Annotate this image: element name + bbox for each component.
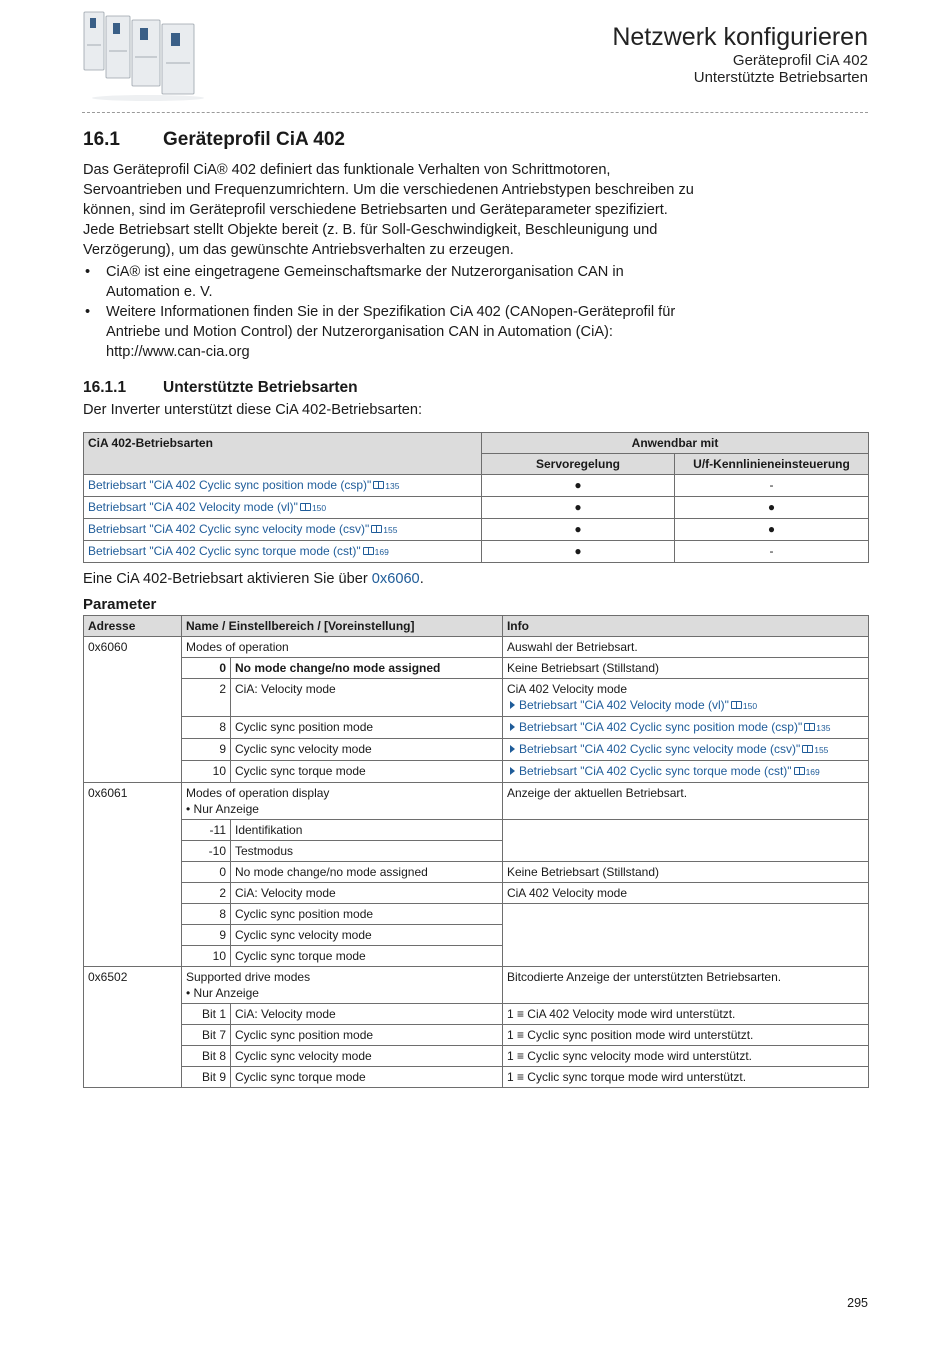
param-info: Anzeige der aktuellen Betriebsart. (502, 783, 868, 820)
subsection-number: 16.1.1 (83, 379, 127, 396)
value-cell: 8 (182, 904, 231, 925)
value-cell: 9 (182, 739, 231, 761)
subsection-title: Unterstützte Betriebsarten (163, 379, 358, 396)
value-cell: Bit 9 (182, 1067, 231, 1088)
value-info: Keine Betriebsart (Stillstand) (502, 862, 868, 883)
mode-link-csv[interactable]: Betriebsart "CiA 402 Cyclic sync velocity mode (csv)" 155 (88, 522, 398, 536)
col-applicable-header: Anwendbar mit (482, 433, 869, 454)
arrow-right-icon (510, 745, 515, 753)
value-info: CiA 402 Velocity mode Betriebsart "CiA 402 Velocity mode (vl)" 150 (502, 679, 868, 717)
vf-cell: - (675, 541, 869, 563)
mode-cell (84, 497, 482, 519)
table-row (84, 1025, 869, 1046)
section-body: Das Geräteprofil CiA® 402 definiert das funktionale Verhalten von Schrittmotoren, Servoantrieben und Frequenzumrichtern. Um die verschiedenen Antriebstypen beschreiben zu können, sind im Geräteprofil verschiedene Betriebsarten und Geräteparameter spezifiziert. Jede Betriebsart stellt Objekte bereit (z. B. für Soll-Geschwindigkeit, Beschleunigung und Verzögerung), um das gewünschte Antriebsverhalten zu erzeugen. (83, 162, 694, 258)
table-row (84, 761, 869, 783)
value-name: Identifikation (231, 820, 503, 841)
value-info (502, 820, 868, 862)
parameter-table (83, 615, 869, 1088)
value-info (502, 761, 868, 783)
header-title: Netzwerk konfigurieren (612, 23, 868, 51)
table-row (84, 1004, 869, 1025)
value-cell: 10 (182, 946, 231, 967)
col-servo-header: Servoregelung (482, 454, 675, 475)
book-icon (300, 503, 311, 511)
value-info: 1 ≡ Cyclic sync velocity mode wird unterstützt. (502, 1046, 868, 1067)
value-name: Cyclic sync torque mode (231, 761, 503, 783)
book-icon (802, 745, 813, 753)
value-cell: 9 (182, 925, 231, 946)
book-icon (371, 525, 382, 533)
table-row (84, 497, 869, 519)
table-row (84, 519, 869, 541)
page-number: 295 (847, 1296, 868, 1310)
mode-link-vl[interactable]: Betriebsart "CiA 402 Velocity mode (vl)" 150 (518, 698, 758, 712)
mode-link-csp[interactable]: Betriebsart "CiA 402 Cyclic sync position mode (csp)" 135 (88, 478, 400, 492)
value-name: CiA: Velocity mode (231, 679, 503, 717)
mode-cell (84, 519, 482, 541)
value-cell: -10 (182, 841, 231, 862)
product-image (82, 4, 214, 102)
table-row (84, 967, 869, 1004)
vf-cell: ● (675, 497, 869, 519)
servo-cell: ● (482, 475, 675, 497)
header-subtitle-1: Geräteprofil CiA 402 (732, 52, 868, 69)
value-name: Cyclic sync velocity mode (231, 925, 503, 946)
mode-cell (84, 475, 482, 497)
mode-link-cst[interactable]: Betriebsart "CiA 402 Cyclic sync torque mode (cst)" 169 (518, 764, 820, 778)
table-row (84, 637, 869, 658)
value-name: Cyclic sync position mode (231, 717, 503, 739)
subsection-heading (83, 378, 869, 398)
table-row (84, 541, 869, 563)
vf-cell: - (675, 475, 869, 497)
table-row (84, 739, 869, 761)
param-name: Modes of operation (182, 637, 503, 658)
address-cell: 0x6060 (84, 637, 182, 783)
mode-cell (84, 541, 482, 563)
value-info: 1 ≡ Cyclic sync torque mode wird unterstützt. (502, 1067, 868, 1088)
section-title: Geräteprofil CiA 402 (163, 129, 345, 150)
param-name: Modes of operation display • Nur Anzeige (182, 783, 503, 820)
value-name: No mode change/no mode assigned (231, 862, 503, 883)
table-row (84, 679, 869, 717)
param-info: Bitcodierte Anzeige der unterstützten Betriebsarten. (502, 967, 868, 1004)
subsection-intro: Der Inverter unterstützt diese CiA 402-Betriebsarten: (83, 402, 423, 418)
book-icon (804, 723, 815, 731)
value-info (502, 904, 868, 967)
param-name: Supported drive modes • Nur Anzeige (182, 967, 503, 1004)
page-header (612, 22, 868, 86)
servo-cell: ● (482, 497, 675, 519)
table-row (84, 1067, 869, 1088)
value-cell: 0 (182, 658, 231, 679)
arrow-right-icon (510, 701, 515, 709)
value-info: 1 ≡ CiA 402 Velocity mode wird unterstützt. (502, 1004, 868, 1025)
modes-table (83, 432, 869, 563)
value-name: Cyclic sync torque mode (231, 1067, 503, 1088)
bullet-item: • CiA® ist eine eingetragene Gemeinschaftsmarke der Nutzerorganisation CAN in Automation e. V. (83, 262, 695, 302)
col-info-header: Info (502, 616, 868, 637)
value-name: Cyclic sync position mode (231, 1025, 503, 1046)
value-cell: Bit 1 (182, 1004, 231, 1025)
col-address-header: Adresse (84, 616, 182, 637)
value-cell: 2 (182, 679, 231, 717)
parameter-heading: Parameter (83, 596, 157, 613)
table-row (84, 904, 869, 925)
table-row (84, 1046, 869, 1067)
bullet-item: • Weitere Informationen finden Sie in der Spezifikation CiA 402 (CANopen-Geräteprofil für Antriebe und Motion Control) der Nutzerorganisation CAN in Automation (CiA): http://www.can-cia.org (83, 302, 695, 362)
value-cell: -11 (182, 820, 231, 841)
section-heading (83, 126, 869, 154)
table-row (84, 820, 869, 841)
value-cell: 8 (182, 717, 231, 739)
value-info: 1 ≡ Cyclic sync position mode wird unterstützt. (502, 1025, 868, 1046)
address-cell: 0x6061 (84, 783, 182, 967)
mode-link-csv[interactable]: Betriebsart "CiA 402 Cyclic sync velocity mode (csv)" 155 (518, 742, 829, 756)
param-info: Auswahl der Betriebsart. (502, 637, 868, 658)
value-name: CiA: Velocity mode (231, 1004, 503, 1025)
mode-link-csp[interactable]: Betriebsart "CiA 402 Cyclic sync position mode (csp)" 135 (518, 720, 831, 734)
table-row (84, 862, 869, 883)
table-row (84, 717, 869, 739)
table-row (84, 883, 869, 904)
book-icon (373, 481, 384, 489)
arrow-right-icon (510, 767, 515, 775)
value-name: CiA: Velocity mode (231, 883, 503, 904)
book-icon (731, 701, 742, 709)
value-cell: 2 (182, 883, 231, 904)
header-subtitle-2: Unterstützte Betriebsarten (693, 69, 868, 86)
value-name: Cyclic sync position mode (231, 904, 503, 925)
value-info (502, 739, 868, 761)
table-row (84, 658, 869, 679)
section-number: 16.1 (83, 129, 120, 150)
mode-link-cst[interactable]: Betriebsart "CiA 402 Cyclic sync torque mode (cst)" 169 (88, 544, 389, 558)
value-cell: Bit 8 (182, 1046, 231, 1067)
value-info (502, 717, 868, 739)
servo-cell: ● (482, 541, 675, 563)
value-name: Testmodus (231, 841, 503, 862)
col-name-header: Name / Einstellbereich / [Voreinstellung] (182, 616, 503, 637)
value-name: No mode change/no mode assigned (231, 658, 503, 679)
value-name: Cyclic sync torque mode (231, 946, 503, 967)
value-info: Keine Betriebsart (Stillstand) (502, 658, 868, 679)
header-divider (82, 112, 868, 113)
col-vf-header: U/f-Kennlinieneinsteuerung (675, 454, 869, 475)
value-info: CiA 402 Velocity mode (502, 883, 868, 904)
activate-text: Eine CiA 402-Betriebsart aktivieren Sie über 0x6060. (83, 571, 424, 587)
table-row (84, 783, 869, 820)
book-icon (794, 767, 805, 775)
value-cell: Bit 7 (182, 1025, 231, 1046)
value-name: Cyclic sync velocity mode (231, 1046, 503, 1067)
arrow-right-icon (510, 723, 515, 731)
vf-cell: ● (675, 519, 869, 541)
value-cell: 10 (182, 761, 231, 783)
book-icon (363, 547, 374, 555)
col-modes-header: CiA 402-Betriebsarten (84, 433, 482, 475)
value-cell: 0 (182, 862, 231, 883)
address-cell: 0x6502 (84, 967, 182, 1088)
mode-link-vl[interactable]: Betriebsart "CiA 402 Velocity mode (vl)" 150 (88, 500, 327, 514)
param-link-6060[interactable]: 0x6060 (371, 571, 420, 587)
value-name: Cyclic sync velocity mode (231, 739, 503, 761)
servo-cell: ● (482, 519, 675, 541)
table-row (84, 475, 869, 497)
info-bullets (83, 262, 695, 362)
main-content (83, 126, 869, 1088)
